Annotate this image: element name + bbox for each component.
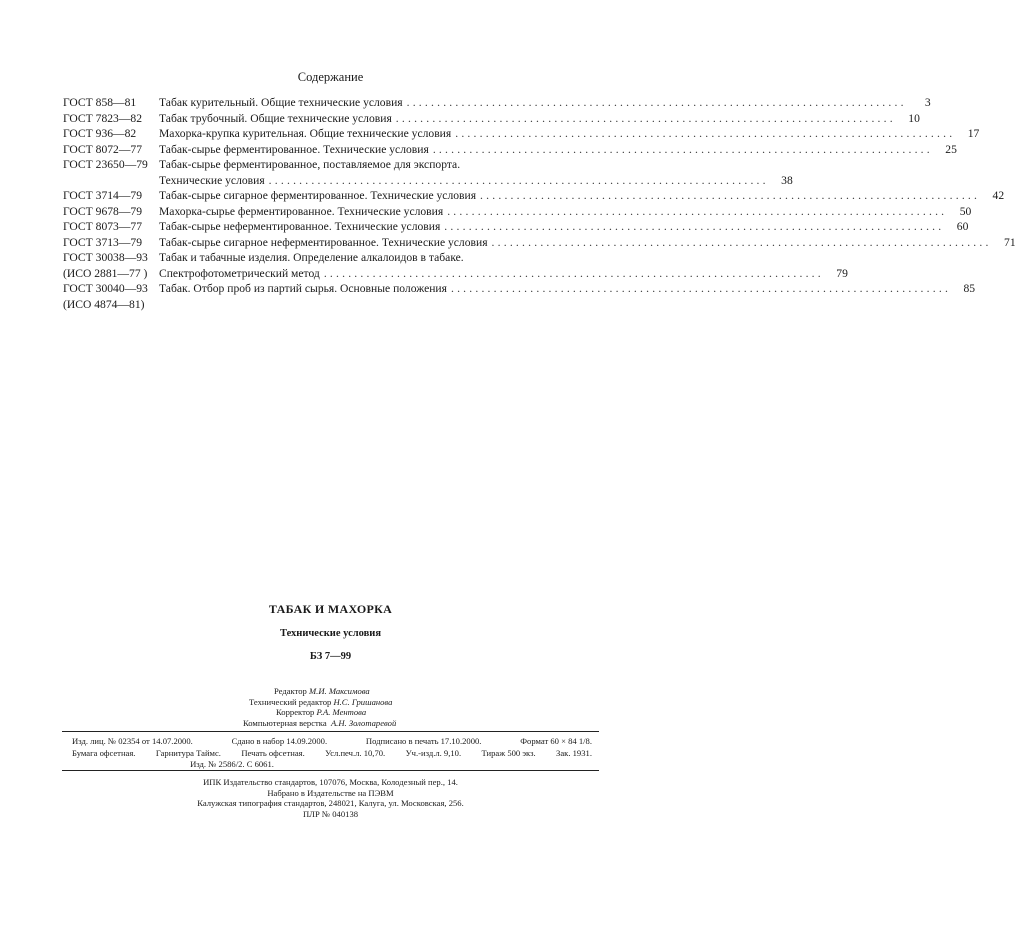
toc-title: Табак-сырье неферментированное. Технические условия: [159, 220, 441, 233]
imprint-item: Изд. лиц. № 02354 от 14.07.2000.: [72, 736, 193, 746]
toc-code: ГОСТ 23650—79: [63, 158, 148, 171]
toc-page: 60: [956, 220, 969, 233]
toc-page: 71: [1004, 235, 1016, 249]
toc-code: ГОСТ 3714—79: [63, 189, 143, 202]
staff-line: [243, 686, 396, 697]
toc-title: Махорка-крупка курительная. Общие технические условия: [159, 127, 452, 140]
book-title: ТАБАК И МАХОРКА: [268, 602, 393, 616]
staff-role: Редактор: [274, 686, 307, 696]
toc-title-line1: Табак и табачные изделия. Определение алкалоидов в табаке.: [159, 251, 464, 264]
publisher-line: Калужская типография стандартов, 248021, Калуга, ул. Московская, 256.: [197, 798, 464, 808]
imprint-item: Зак. 1931.: [556, 747, 592, 758]
toc-title: Табак курительный. Общие технические условия: [159, 96, 403, 109]
toc-code: ГОСТ 30040—93: [63, 282, 148, 295]
toc-leader: ..................................................................................: [323, 266, 824, 280]
toc-title-line2: Спектрофотометрический метод: [159, 266, 320, 280]
toc-heading: Содержание: [297, 70, 364, 84]
toc-title-line1: Табак-сырье ферментированное, поставляемое для экспорта.: [159, 158, 461, 171]
staff-role: Технический редактор: [249, 696, 332, 707]
toc-code-iso: (ИСО 4874—81): [63, 297, 145, 311]
toc-title: Махорка-сырье ферментированное. Технические условия: [159, 204, 444, 218]
publisher-block: [0, 777, 661, 819]
staff-name: М.И. Максимова: [309, 686, 370, 696]
divider: [62, 770, 599, 771]
imprint-row: [72, 736, 592, 748]
toc-code: ГОСТ 7823—82: [63, 111, 143, 125]
toc-leader: ..................................................................................: [395, 111, 896, 125]
staff-name: Р.А. Ментова: [316, 707, 367, 717]
toc-title: Табак-сырье сигарное неферментированное. Технические условия: [159, 235, 488, 249]
toc-page: 17: [967, 127, 980, 140]
imprint-item: Сдано в набор 14.09.2000.: [231, 736, 328, 746]
toc-title: Табак-сырье сигарное ферментированное. Технические условия: [159, 189, 477, 202]
toc-leader: ..................................................................................: [455, 127, 956, 140]
toc-page: 42: [992, 189, 1005, 202]
toc-title: Табак. Отбор проб из партий сырья. Основные положения: [159, 282, 447, 295]
toc-code: ГОСТ 858—81: [63, 96, 137, 109]
toc-code: ГОСТ 3713—79: [63, 235, 143, 249]
imprint-item: Уч.-изд.л. 9,10.: [405, 747, 462, 758]
toc-leader: ..................................................................................: [491, 235, 992, 249]
toc-title: Табак трубочный. Общие технические условия: [159, 111, 392, 125]
imprint-item: Бумага офсетная.: [72, 747, 136, 758]
toc-leader: ..................................................................................: [450, 282, 952, 295]
toc-code: ГОСТ 936—82: [63, 127, 137, 140]
publisher-line: Набрано в Издательстве на ПЭВМ: [267, 787, 394, 798]
toc-page: 10: [908, 111, 920, 125]
toc-leader: ..................................................................................: [432, 142, 933, 156]
toc-leader: ..................................................................................: [447, 204, 948, 218]
toc-entry: [63, 111, 920, 127]
toc-code: ГОСТ 8072—77: [63, 142, 143, 156]
toc-code: ГОСТ 9678—79: [63, 204, 143, 218]
staff-line: [243, 697, 396, 708]
toc-title-line2: Технические условия: [159, 173, 265, 187]
toc-title: Табак-сырье ферментированное. Технические условия: [159, 142, 429, 156]
staff-role: Корректор: [276, 707, 315, 717]
toc-entry: [63, 95, 931, 111]
toc-leader: ..................................................................................: [444, 220, 945, 233]
toc-page: 25: [945, 142, 957, 156]
bz-number: БЗ 7—99: [309, 651, 352, 662]
toc-page: 3: [924, 96, 931, 109]
toc-entry: [63, 204, 972, 220]
staff-name: Н.С. Гришанова: [333, 696, 393, 707]
imprint: [72, 736, 592, 771]
publisher-line: ПЛР № 040138: [302, 808, 359, 819]
toc-entry: [63, 235, 1016, 251]
imprint-item: Гарнитура Таймс.: [155, 747, 221, 758]
toc-entry: [63, 219, 969, 235]
toc-entry: [63, 142, 957, 158]
toc-code-iso: (ИСО 2881—77 ): [63, 266, 148, 280]
toc-page: 38: [781, 173, 793, 187]
book-subtitle: Технические условия: [279, 628, 382, 639]
imprint-row: Изд. № 2586/2. С 6061.: [190, 759, 274, 769]
toc-entry: [63, 157, 793, 188]
toc-leader: ..................................................................................: [406, 96, 907, 109]
toc-leader: ..................................................................................: [480, 189, 981, 202]
toc-code: ГОСТ 30038—93: [63, 251, 148, 264]
divider: [62, 731, 599, 732]
imprint-item: Подписано в печать 17.10.2000.: [365, 736, 482, 746]
imprint-item: Усл.печ.л. 10,70.: [325, 747, 386, 758]
toc-page: 50: [959, 204, 972, 218]
publisher-line: ИПК Издательство стандартов, 107076, Москва, Колодезный пер., 14.: [203, 777, 458, 787]
imprint-item: Тираж 500 экз.: [481, 747, 536, 758]
staff-line: [243, 718, 396, 729]
staff-name: А.Н. Золотаревой: [330, 717, 397, 728]
staff-line: [243, 707, 396, 718]
toc-code: ГОСТ 8073—77: [63, 220, 143, 233]
toc-page: 85: [963, 282, 976, 295]
staff-credits: [243, 686, 396, 728]
imprint-item: Печать офсетная.: [241, 747, 305, 758]
toc-entry: [63, 188, 1005, 204]
staff-role: Компьютерная верстка: [243, 717, 327, 728]
table-of-contents: [63, 95, 1016, 311]
imprint-row: [72, 748, 592, 760]
imprint-item: Формат 60 × 84 1/8.: [520, 736, 592, 746]
toc-page: 79: [836, 266, 848, 280]
toc-leader: ..................................................................................: [268, 173, 769, 187]
toc-entry: [63, 126, 980, 142]
